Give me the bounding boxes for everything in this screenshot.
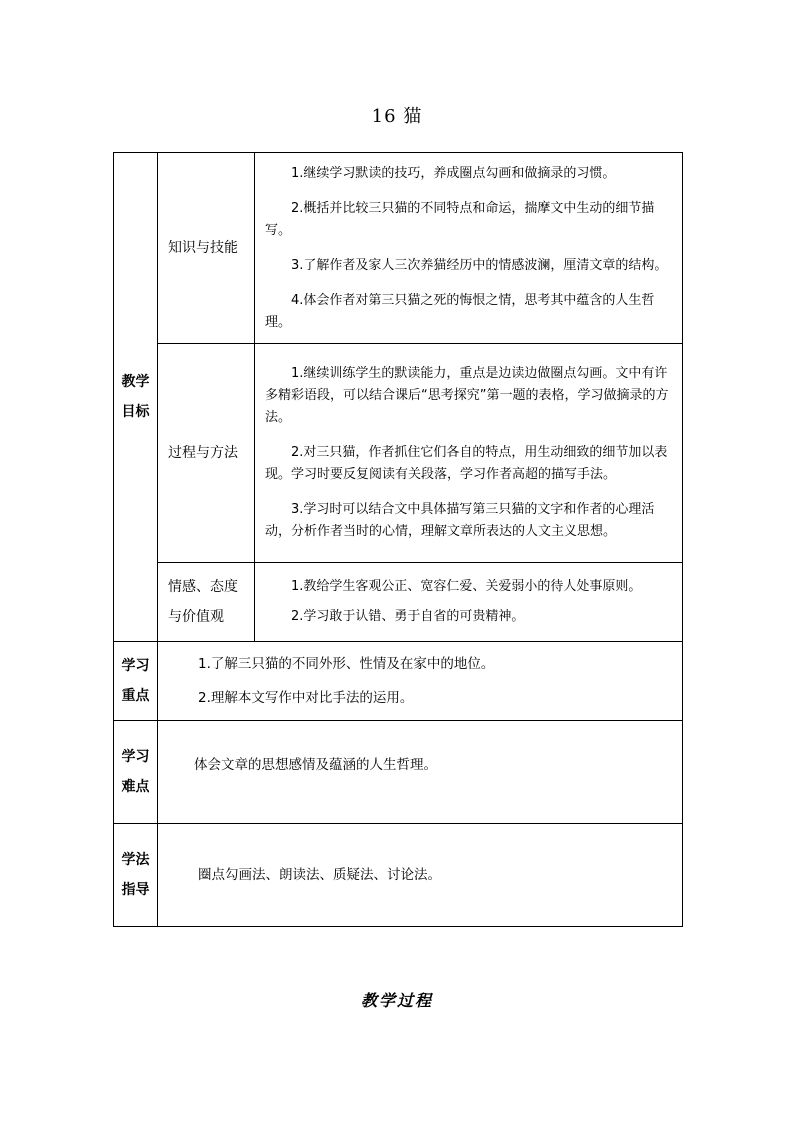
objectives-label	[114, 153, 158, 642]
teaching-process-heading: 教学过程	[360, 991, 433, 1010]
attitude-label-line1: 情感、态度	[168, 579, 238, 595]
lesson-plan-table	[113, 152, 683, 927]
attitude-label-line2: 与价值观	[168, 609, 224, 625]
process-item: 2.对三只猫，作者抓住它们各自的特点，用生动细致的细节加以表现。学习时要反复阅读有关段落，学习作者高超的描写手法。	[265, 445, 668, 482]
objective-row-process	[114, 344, 683, 563]
methods-label: 学法 指导	[114, 824, 158, 927]
key-points-content	[158, 642, 683, 721]
objective-row-attitude	[114, 563, 683, 642]
knowledge-item: 4.体会作者对第三只猫之死的悔恨之情，思考其中蕴含的人生哲理。	[265, 292, 655, 330]
difficulties-label: 学习 难点	[114, 721, 158, 824]
key-point-item: 1.了解三只猫的不同外形、性情及在家中的地位。	[198, 656, 495, 672]
process-methods-label: 过程与方法	[158, 344, 255, 563]
knowledge-item: 2.概括并比较三只猫的不同特点和命运，揣摩文中生动的细节描写。	[265, 200, 655, 238]
objectives-label-line1: 教学	[121, 374, 150, 390]
process-item: 3.学习时可以结合文中具体描写第三只猫的文字和作者的心理活动，分析作者当时的心情，理解文章所表达的人文主义思想。	[265, 502, 655, 539]
process-item: 1.继续训练学生的默读能力，重点是边读边做圈点勾画。文中有许多精彩语段，可以结合课后“思考探究”第一题的表格，学习做摘录的方法。	[265, 366, 669, 425]
objective-row-knowledge	[114, 153, 683, 344]
attitude-item: 2.学习敢于认错、勇于自省的可贵精神。	[291, 609, 525, 624]
methods-content: 圈点勾画法、朗读法、质疑法、讨论法。	[158, 824, 683, 927]
knowledge-skills-label: 知识与技能	[158, 153, 255, 344]
key-points-label: 学习 重点	[114, 642, 158, 721]
attitude-item: 1.教给学生客观公正、宽容仁爱、关爱弱小的待人处事原则。	[291, 579, 642, 594]
attitude-values-label	[158, 563, 255, 642]
key-point-item: 2.理解本文写作中对比手法的运用。	[198, 690, 414, 706]
key-points-row	[114, 642, 683, 721]
methods-row	[114, 824, 683, 927]
knowledge-item: 1.继续学习默读的技巧，养成圈点勾画和做摘录的习惯。	[291, 165, 616, 181]
knowledge-item: 3.了解作者及家人三次养猫经历中的情感波澜，厘清文章的结构。	[291, 257, 668, 273]
process-methods-content	[255, 344, 683, 563]
knowledge-skills-content	[255, 153, 683, 344]
objectives-label-line2: 目标	[121, 404, 150, 420]
difficulties-row	[114, 721, 683, 824]
attitude-values-content	[255, 563, 683, 642]
difficulties-content: 体会文章的思想感情及蕴涵的人生哲理。	[158, 721, 683, 824]
page-title: 16 猫	[371, 106, 423, 127]
